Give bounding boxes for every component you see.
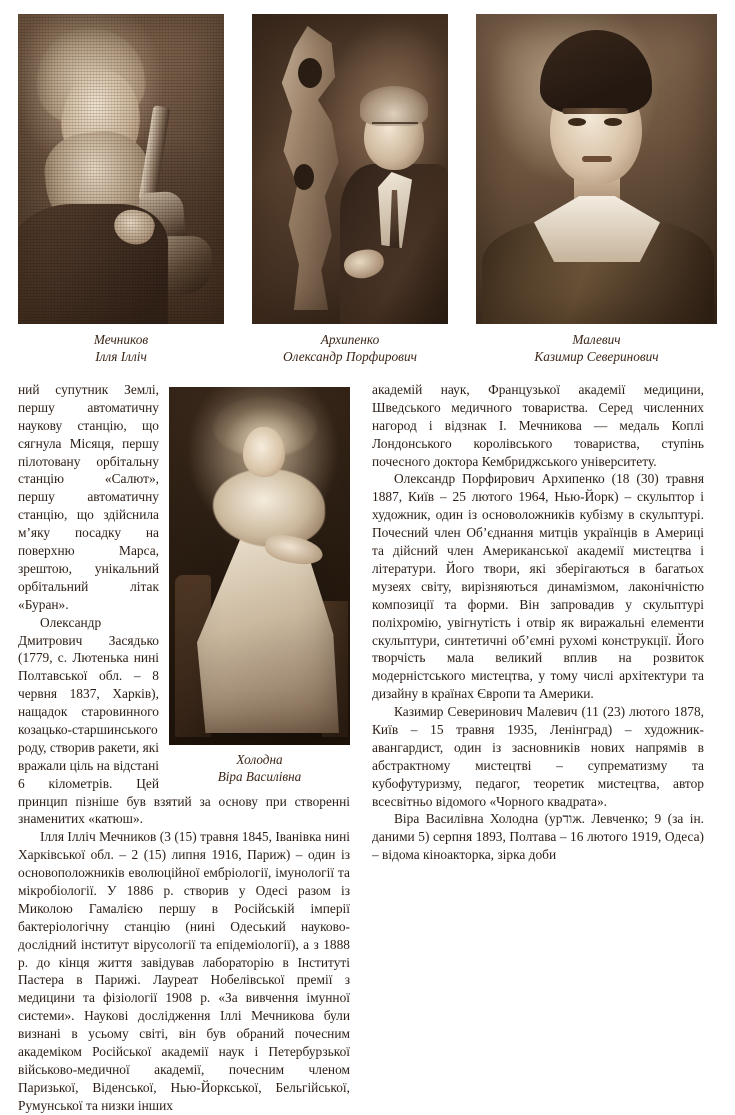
mechnikov-portrait (18, 14, 224, 324)
malevych-portrait (476, 14, 717, 324)
caption-surname: Малевич (572, 332, 621, 347)
portrait-block-malevych (476, 14, 717, 365)
portrait-block-kholodna (169, 387, 350, 786)
paragraph-continuation: ний супутник Землі, першу автоматичну наукову станцію, що сягнула Місяця, першу пілотовану орбітальну станцію «Салют», першу автоматичну станцію, що здійснила м’яку посадку на поверхню Марса, зрештою, унікальний орбітальний літак «Буран». (18, 382, 159, 612)
caption-givenname: Казимир Северинович (534, 349, 659, 365)
paragraph-zasyadko: Олександр Дмитрович Засядько (1779, с. Лютенька нині Полтавської обл. – 8 червня 1837, Харків), нащадок старовинного козацько-старшинського роду, створив ракети, які вражали ціль на відстані 6 кілометрів. Цей принцип пізніше був взятий за основу при створенні знаменитих «катюш». (18, 614, 350, 827)
vignette-overlay (169, 387, 350, 745)
portrait-caption (169, 752, 350, 786)
vignette-overlay (476, 14, 717, 324)
arkhypenko-portrait (252, 14, 448, 324)
vignette-overlay (18, 14, 224, 324)
paragraph-mechnikov-continued: академій наук, Французької академії медицини, Шведського медичного товариства. Серед численних нагород і відзнак І. Мечникова — медаль Коплі Лондонського королівського товариства, ступінь почесного доктора Кембриджського університету. (372, 382, 704, 469)
portrait-block-arkhypenko (252, 14, 448, 365)
portrait-caption (534, 331, 658, 365)
portrait-strip (18, 14, 717, 365)
left-column (18, 381, 350, 1115)
portrait-block-mechnikov (18, 14, 224, 365)
kholodna-portrait (169, 387, 350, 745)
paragraph-malevych: Казимир Северинович Малевич (11 (23) лютого 1878, Київ – 15 травня 1935, Ленінград) – художник-авангардист, один із засновників нових напрямів в абстрактному мистецтві – супрематизму та кубофутуризму, педагог, теоретик мистецтва, автор всесвітньо відомого «Чорного квадрата». (372, 704, 704, 809)
right-column (372, 381, 704, 864)
caption-givenname: Олександр Порфирович (283, 349, 417, 365)
caption-surname: Мечников (93, 332, 149, 347)
paragraph-kholodna: Віра Василівна Холодна (урודж. Левченко; 9 (за ін. даними 5) серпня 1893, Полтава – 16 лютого 1919, Одеса) – відома кіноакторка, зірка доби (372, 811, 704, 863)
vignette-overlay (252, 14, 448, 324)
paragraph-mechnikov: Ілля Ілліч Мечников (3 (15) травня 1845, Іванівка нині Харківської обл. – 2 (15) липня 1916, Париж) – один із основоположників еволюційної ембріології, імунології та мікробіології. У 1886 р. створив у Одесі разом із Миколою Гамалією першу в Російській імперії бактеріологічну станцію (нині Одеський науково-дослідний інститут вірусології та епідеміології), а з 1888 р. до кінця життя завідував лабораторію в Інституті Пастера в Парижі. Лауреат Нобелівської премії з медицини та фізіології 1908 р. «За вивчення імунної системи». Наукові дослідження Іллі Мечникова були визнані в усьому світі, він був обраний почесним академіком Російської академії наук і Петербурзької військово-медичної академії, почесним членом Паризької, Віденської, Нью-Йоркської, Бельгійської, Румунської та низки інших (18, 829, 350, 1113)
caption-givenname: Віра Василівна (217, 768, 302, 784)
caption-givenname: Ілля Ілліч (95, 349, 147, 365)
text-columns (18, 381, 717, 1115)
portrait-caption (94, 331, 148, 365)
caption-surname: Архипенко (320, 332, 380, 347)
portrait-caption (283, 331, 417, 365)
paragraph-arkhypenko: Олександр Порфирович Архипенко (18 (30) травня 1887, Київ – 25 лютого 1964, Нью-Йорк) – скульптор і художник, один із основоложників кубізму в скульптурі. Почесний член Об’єднання митців українців в Америці та дійсний член Американської академії мистецтва і літератури. Його твори, які зберігаються в багатьох музеях світу, вирізняються динамізмом, лаконічністю композиції та форми. Він запровадив у скульптурі поліхромію, увігнутість і отвір як виражальні елементи скульптури, синтетичні об’ємні рухомі конструкції. Його творчість мала великий вплив на розвиток модерністського мистецтва, у тому числі архітектури та дизайну в країнах Європи та Америки. (372, 471, 704, 702)
caption-surname: Холодна (236, 752, 283, 768)
